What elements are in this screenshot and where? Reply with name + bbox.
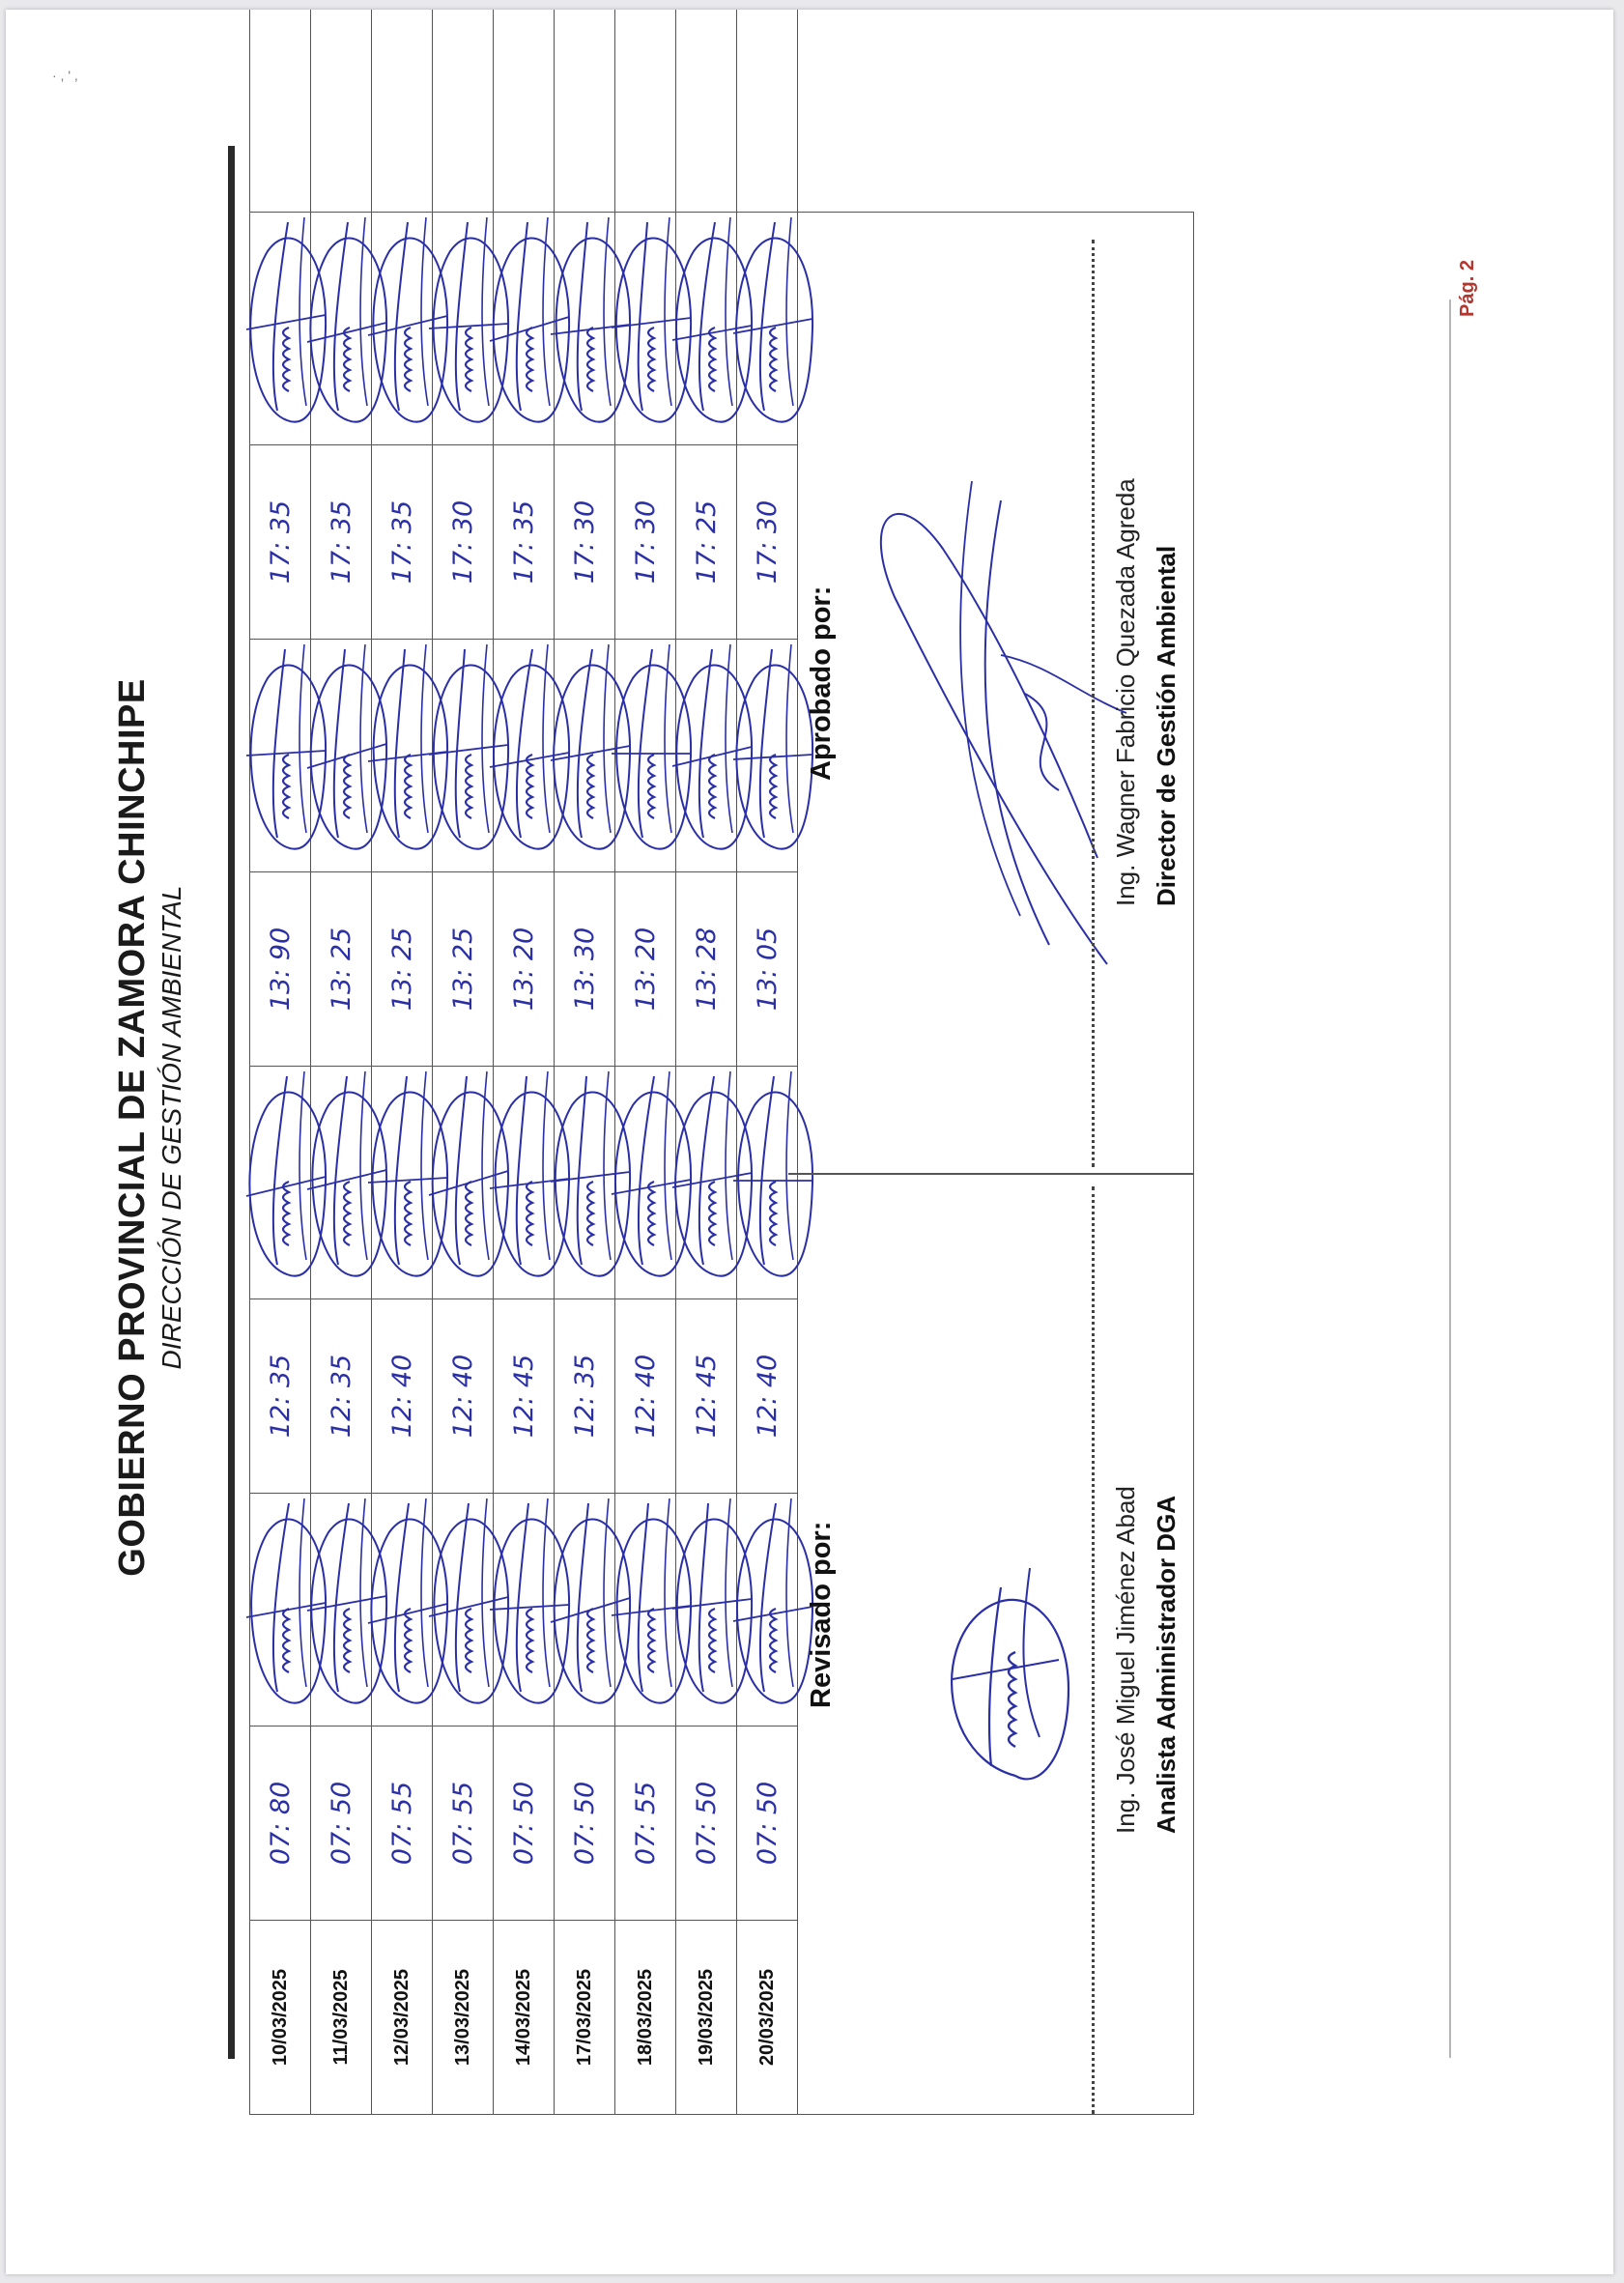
header-rule <box>228 146 235 2059</box>
footer-rule <box>1449 300 1451 2058</box>
exit-time-pm: 17: 30 <box>737 445 798 640</box>
reviewer-signature <box>924 1563 1088 1795</box>
approver-role: Director de Gestión Ambiental <box>1152 545 1181 906</box>
entry-time-am: 07: 55 <box>372 1727 433 1921</box>
blank-cell <box>433 10 494 213</box>
exit-time-pm: 17: 30 <box>555 445 615 640</box>
reviewer-role: Analista Administrador DGA <box>1152 1495 1181 1834</box>
date-cell: 11/03/2025 <box>311 1921 372 2115</box>
reviewed-by-label: Revisado por: <box>806 1521 837 1708</box>
document-subtitle: DIRECCIÓN DE GESTIÓN AMBIENTAL <box>157 885 186 1370</box>
entry-time-am: 07: 50 <box>494 1727 555 1921</box>
entry-time-am: 07: 50 <box>555 1727 615 1921</box>
exit-time-pm: 17: 35 <box>250 445 311 640</box>
entry-time-am: 07: 55 <box>433 1727 494 1921</box>
approver-signature-line <box>1092 240 1095 1167</box>
exit-time-am: 12: 45 <box>676 1299 737 1494</box>
entry-time-am: 07: 55 <box>615 1727 676 1921</box>
exit-time-am: 12: 35 <box>555 1299 615 1494</box>
document-title: GOBIERNO PROVINCIAL DE ZAMORA CHINCHIPE <box>112 678 153 1577</box>
date-cell: 13/03/2025 <box>433 1921 494 2115</box>
blank-cell <box>676 10 737 213</box>
exit-time-pm: 17: 25 <box>676 445 737 640</box>
date-cell: 19/03/2025 <box>676 1921 737 2115</box>
document-page <box>6 10 1613 2274</box>
approved-by-label: Aprobado por: <box>806 585 837 781</box>
exit-time-pm: 17: 35 <box>372 445 433 640</box>
approval-divider <box>788 1174 1193 1176</box>
exit-time-am: 12: 40 <box>737 1299 798 1494</box>
exit-time-pm: 17: 35 <box>311 445 372 640</box>
blank-cell <box>615 10 676 213</box>
entry-time-am: 07: 50 <box>737 1727 798 1921</box>
blank-cell <box>555 10 615 213</box>
entry-time-pm: 13: 05 <box>737 872 798 1067</box>
exit-time-pm: 17: 35 <box>494 445 555 640</box>
blank-cell <box>372 10 433 213</box>
page-number <box>1448 249 1487 327</box>
reviewer-signature-line <box>1092 1186 1095 2114</box>
exit-time-am: 12: 40 <box>433 1299 494 1494</box>
approval-section <box>788 212 1194 2115</box>
entry-time-pm: 13: 25 <box>372 872 433 1067</box>
date-cell: 20/03/2025 <box>737 1921 798 2115</box>
date-cell: 12/03/2025 <box>372 1921 433 2115</box>
entry-time-pm: 13: 20 <box>494 872 555 1067</box>
date-cell: 10/03/2025 <box>250 1921 311 2115</box>
date-cell: 18/03/2025 <box>615 1921 676 2115</box>
blank-cell <box>737 10 798 213</box>
date-cell: 14/03/2025 <box>494 1921 555 2115</box>
approver-name: Ing. Wagner Fabricio Quezada Agreda <box>1111 478 1140 906</box>
exit-time-pm: 17: 30 <box>615 445 676 640</box>
attendance-table <box>249 10 798 2115</box>
entry-time-pm: 13: 25 <box>433 872 494 1067</box>
entry-time-pm: 13: 25 <box>311 872 372 1067</box>
reviewer-name: Ing. José Miguel Jiménez Abad <box>1111 1486 1140 1834</box>
exit-time-am: 12: 40 <box>615 1299 676 1494</box>
entry-time-pm: 13: 28 <box>676 872 737 1067</box>
entry-time-am: 07: 50 <box>676 1727 737 1921</box>
blank-cell <box>250 10 311 213</box>
date-cell: 17/03/2025 <box>555 1921 615 2115</box>
exit-time-pm: 17: 30 <box>433 445 494 640</box>
entry-time-pm: 13: 20 <box>615 872 676 1067</box>
entry-time-pm: 13: 30 <box>555 872 615 1067</box>
entry-time-am: 07: 80 <box>250 1727 311 1921</box>
entry-time-pm: 13: 90 <box>250 872 311 1067</box>
blank-cell <box>311 10 372 213</box>
exit-time-am: 12: 35 <box>311 1299 372 1494</box>
entry-time-am: 07: 50 <box>311 1727 372 1921</box>
page-number-text: Pág. 2 <box>1456 259 1478 317</box>
scan-artifact: · , ' , <box>52 68 78 83</box>
approver-signature <box>856 462 1146 1003</box>
exit-time-am: 12: 40 <box>372 1299 433 1494</box>
exit-time-am: 12: 45 <box>494 1299 555 1494</box>
blank-cell <box>494 10 555 213</box>
rotated-content <box>106 140 1198 2115</box>
exit-time-am: 12: 35 <box>250 1299 311 1494</box>
